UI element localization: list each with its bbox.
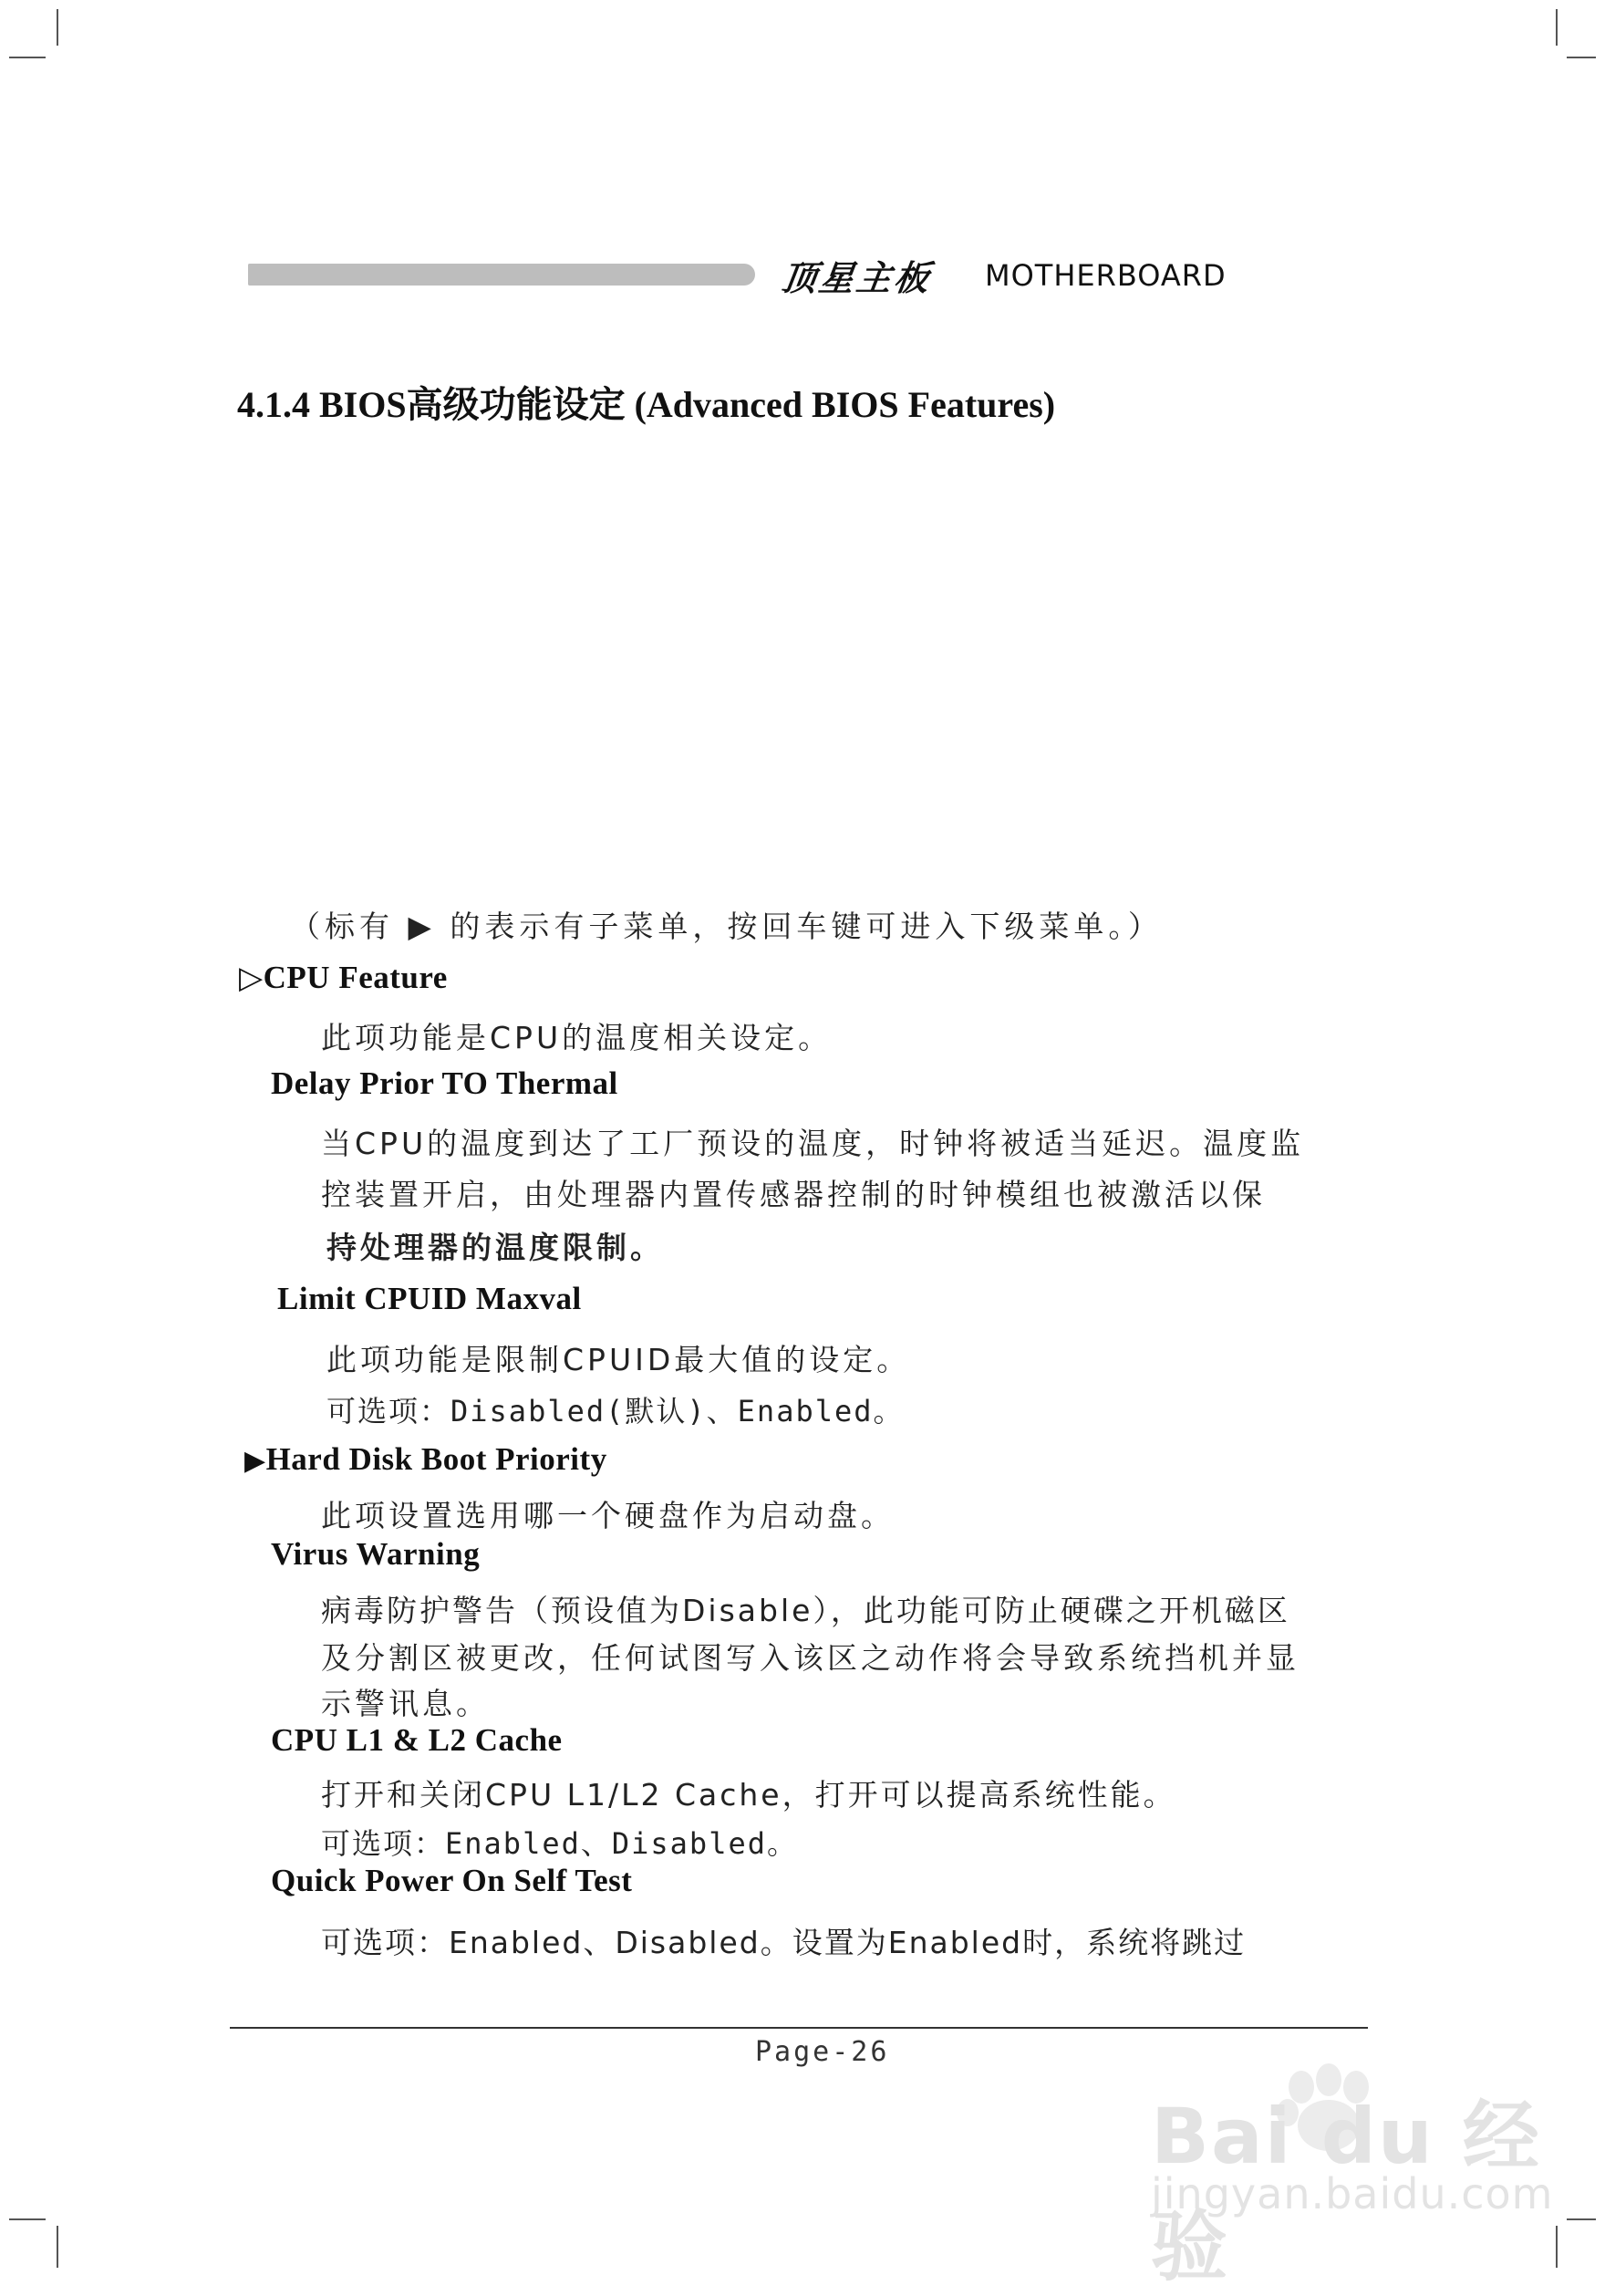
item-title: Hard Disk Boot Priority	[265, 1441, 607, 1477]
crop-mark	[57, 2226, 58, 2268]
item-title: Virus Warning	[271, 1536, 481, 1572]
item-desc: 打开和关闭CPU L1/L2 Cache，打开可以提高系统性能。	[321, 1777, 1176, 1813]
baidu-watermark-text: Bai du 经验	[1151, 2092, 1541, 2291]
item-options: 可选项：Enabled、Disabled。	[321, 1826, 798, 1861]
crop-mark	[9, 57, 46, 58]
crop-mark	[1567, 57, 1596, 58]
item-desc: 控装置开启，由处理器内置传感器控制的时钟模组也被激活以保	[321, 1177, 1266, 1212]
baidu-watermark-url: jingyan.baidu.com	[1151, 2169, 1554, 2218]
item-title: Delay Prior TO Thermal	[271, 1065, 618, 1101]
item-desc: 当CPU的温度到达了工厂预设的温度，时钟将被适当延迟。温度监	[321, 1126, 1305, 1161]
brand-logo-cn: 顶星主板	[779, 258, 935, 298]
item-desc: 可选项：Enabled、Disabled。设置为Enabled时，系统将跳过	[321, 1925, 1247, 1960]
item-desc: 示警讯息。	[321, 1686, 490, 1721]
section-title: 4.1.4 BIOS高级功能设定 (Advanced BIOS Features)	[237, 384, 1056, 425]
item-desc: 及分割区被更改，任何试图写入该区之动作将会导致系统挡机并显	[321, 1640, 1300, 1676]
submenu-note: （标有 ▶ 的表示有子菜单，按回车键可进入下级菜单。）	[290, 909, 1163, 944]
crop-mark	[57, 9, 58, 46]
submenu-outline-triangle-icon: ▷	[239, 960, 264, 996]
item-desc: 此项功能是限制CPUID最大值的设定。	[326, 1342, 911, 1377]
item-desc: 持处理器的温度限制。	[326, 1230, 664, 1265]
item-title: Limit CPUID Maxval	[277, 1281, 582, 1316]
page-number: Page-26	[755, 2036, 890, 2068]
item-title: CPU Feature	[263, 960, 448, 995]
item-heading-cpu-feature	[239, 960, 448, 996]
item-heading-hard-disk-boot-priority	[244, 1441, 607, 1478]
item-options: 可选项：Disabled(默认)、Enabled。	[326, 1394, 905, 1429]
header-bar	[248, 264, 755, 286]
brand-label: MOTHERBOARD	[985, 258, 1227, 293]
footer-rule	[230, 2027, 1368, 2029]
crop-mark	[1556, 9, 1558, 46]
crop-mark	[9, 2218, 46, 2220]
item-desc: 此项设置选用哪一个硬盘作为启动盘。	[321, 1498, 895, 1533]
submenu-solid-triangle-icon: ▶	[244, 1445, 266, 1477]
item-title: Quick Power On Self Test	[271, 1863, 633, 1898]
item-desc: 病毒防护警告（预设值为Disable），此功能可防止硬碟之开机磁区	[321, 1593, 1290, 1628]
item-desc: 此项功能是CPU的温度相关设定。	[321, 1020, 833, 1055]
item-title: CPU L1 & L2 Cache	[271, 1722, 563, 1758]
